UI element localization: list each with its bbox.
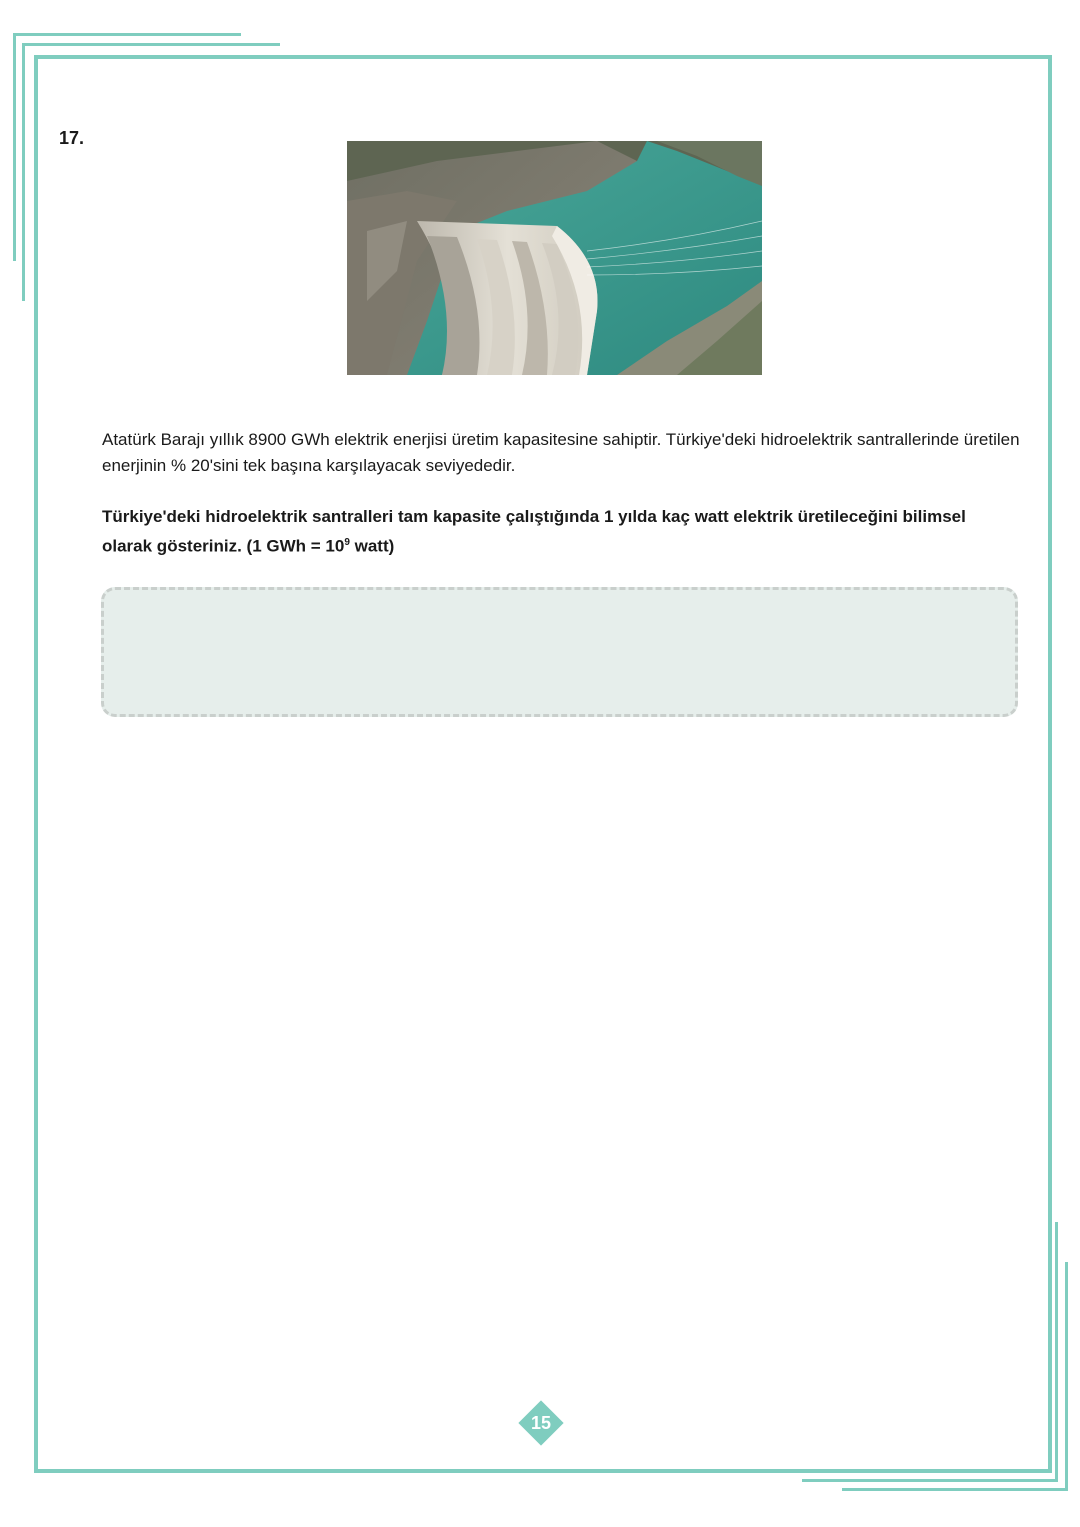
dam-photo xyxy=(347,141,762,375)
decor-line-top-1 xyxy=(13,33,241,36)
decor-line-right-2 xyxy=(1065,1262,1068,1491)
question-paragraph: Atatürk Barajı yıllık 8900 GWh elektrik enerjisi üretim kapasitesine sahiptir. Türkiye'deki hidroelektrik santrallerinde üretilen enerjinin % 20'sini tek başına karşılayacak seviyededir. xyxy=(102,430,1020,475)
decor-line-bottom-2 xyxy=(842,1488,1068,1491)
decor-line-left-2 xyxy=(22,43,25,301)
question-prompt-exponent: 9 xyxy=(344,537,350,548)
question-number: 17. xyxy=(59,128,85,148)
question-prompt-main: Türkiye'deki hidroelektrik santralleri tam kapasite çalıştığında 1 yılda kaç watt elektrik üretileceğini bilimsel olarak gösteriniz. (1 GWh = 10 xyxy=(102,507,966,556)
decor-line-right-1 xyxy=(1055,1222,1058,1482)
page-number-badge xyxy=(518,1400,564,1446)
answer-box[interactable] xyxy=(101,587,1018,717)
decor-line-top-2 xyxy=(22,43,280,46)
decor-line-left-1 xyxy=(13,33,16,261)
question-prompt-end: watt) xyxy=(349,536,395,556)
page-number: 15 xyxy=(530,1413,552,1433)
decor-line-bottom-1 xyxy=(802,1479,1058,1482)
question-prompt xyxy=(102,504,1020,560)
